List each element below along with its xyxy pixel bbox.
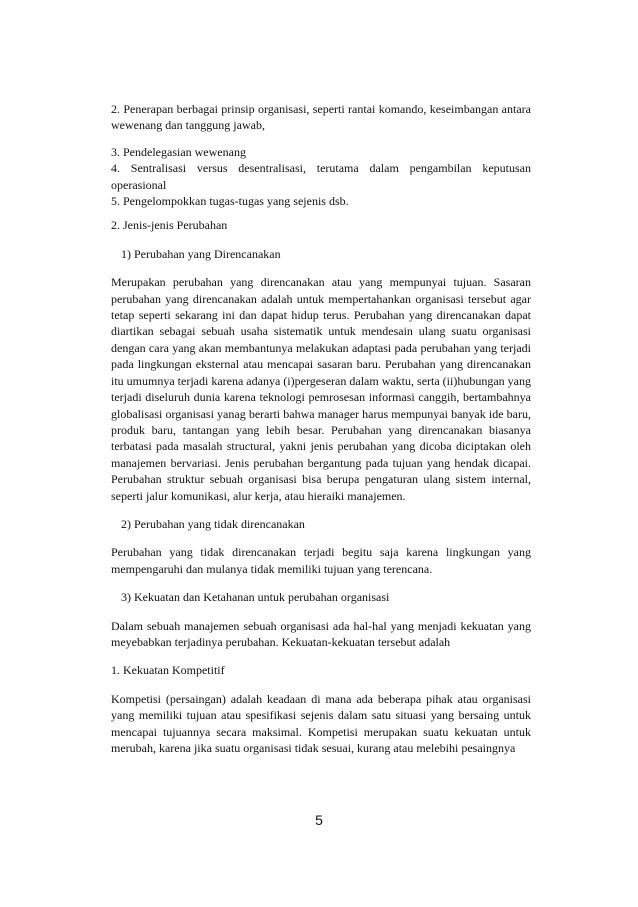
- list-item-centralization: 4. Sentralisasi versus desentralisasi, terutama dalam pengambilan keputusan operasional: [111, 161, 531, 192]
- subheading-unplanned-change: 2) Perubahan yang tidak direncanakan: [121, 516, 305, 531]
- paragraph-unplanned-change: Perubahan yang tidak direncanakan terjadi begitu saja karena lingkungan yang mempengaruhi dan mulanya tidak memiliki tujuan yang terencana.: [111, 545, 531, 576]
- subheading-forces-and-resistance: 3) Kekuatan dan Ketahanan untuk perubahan organisasi: [121, 590, 390, 605]
- page-body: [111, 101, 531, 756]
- paragraph-planned-change: Merupakan perubahan yang direncanakan atau yang mempunyai tujuan. Sasaran perubahan yang direncanakan adalah untuk mempertahankan organisasi tersebut agar tetap seperti sekarang ini dan dapat hidup terus. Perubahan yang direncanakan dapat diartikan sebagai sebuah usaha sistematik untuk mendesain ulang suatu organisasi dengan cara yang akan membantunya melakukan adaptasi pada perubahan yang terjadi pada lingkungan eksternal atau mencapai sasaran baru. Perubahan yang direncanakan itu umumnya terjadi karena adanya (i)pergeseran dalam waktu, serta (ii)hubungan yang terjadi diseluruh dunia karena teknologi pemrosesan informasi canggih, bertambahnya globalisasi organisasi yanag berarti bahwa manager harus mempunyai banyak ide baru, produk baru, tantangan yang lebih besar. Perubahan yang direncanakan biasanya terbatasi pada masalah structural, yakni jenis perubahan yang dicoba diciptakan oleh manajemen bervariasi. Jenis perubahan bergantung pada tujuan yang hendak dicapai. Perubahan struktur sebuah organisasi bisa berupa pengaturan ulang sistem internal, seperti jalur komunikasi, alur kerja, atau hieraiki manajemen.: [111, 275, 531, 503]
- list-item-principles: 2. Penerapan berbagai prinsip organisasi, seperti rantai komando, keseimbangan antara wewenang dan tanggung jawab,: [111, 102, 531, 133]
- list-item-grouping: 5. Pengelompokkan tugas-tugas yang sejenis dsb.: [111, 194, 349, 209]
- paragraph-competition: Kompetisi (persaingan) adalah keadaan di mana ada beberapa pihak atau organisasi yang memiliki tujuan atau spesifikasi sejenis dalam satu situasi yang bersaing untuk mencapai tujuannya secara maksimal. Kompetisi merupakan suatu kekuatan untuk merubah, karena jika suatu organisasi tidak sesuai, kurang atau melebihi pesaingnya: [111, 691, 531, 755]
- section-heading-types-of-change: 2. Jenis-jenis Perubahan: [111, 218, 228, 233]
- heading-competitive-force: 1. Kekuatan Kompetitif: [111, 663, 225, 678]
- paragraph-forces-intro: Dalam sebuah manajemen sebuah organisasi ada hal-hal yang menjadi kekuatan yang meyebabkan terjadinya perubahan. Kekuatan-kekuatan tersebut adalah: [111, 618, 531, 649]
- list-item-delegation: 3. Pendelegasian wewenang: [111, 144, 246, 159]
- subheading-planned-change: 1) Perubahan yang Direncanakan: [121, 246, 281, 261]
- page-number: 5: [315, 812, 323, 828]
